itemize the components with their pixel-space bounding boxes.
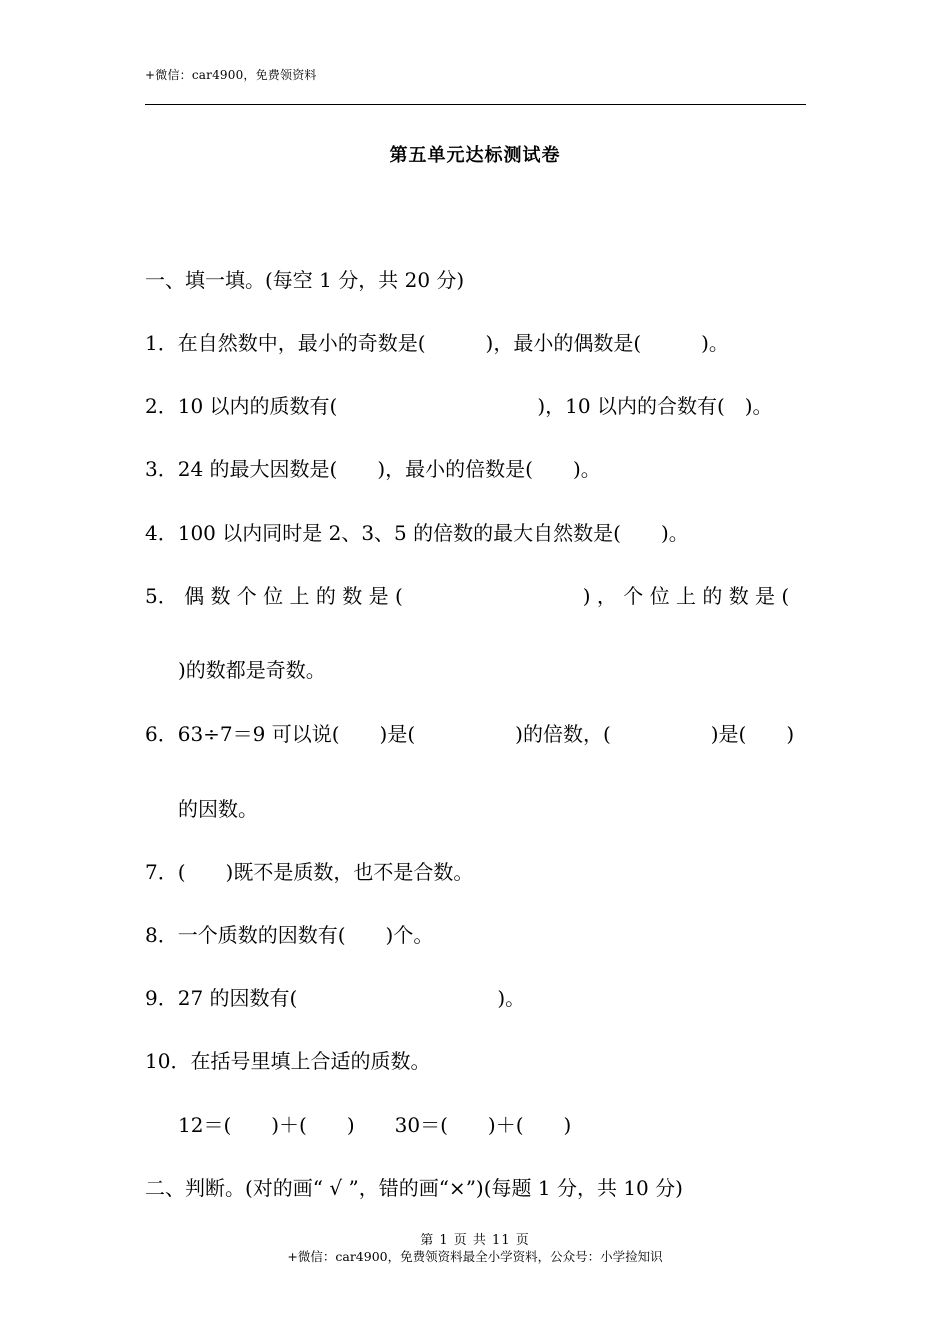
section2-heading: 二、判断。(对的画“ √ ”，错的画“×”)(每题 1 分，共 10 分) (145, 1176, 683, 1200)
question-1: 1．在自然数中，最小的奇数是( )，最小的偶数是( )。 (145, 331, 729, 355)
page-title: 第五单元达标测试卷 (389, 145, 561, 166)
question-10-equations: 12＝( )＋( ) 30＝( )＋( ) (178, 1113, 572, 1137)
header-divider (145, 104, 806, 105)
question-3: 3．24 的最大因数是( )，最小的倍数是( )。 (145, 457, 601, 481)
question-2: 2．10 以内的质数有( )，10 以内的合数有( )。 (145, 394, 773, 418)
page-number: 第 1 页 共 11 页 (420, 1233, 530, 1248)
footer-note: +微信：car4900，免费领资料最全小学资料，公众号：小学捡知识 (287, 1249, 663, 1264)
question-4: 4．100 以内同时是 2、3、5 的倍数的最大自然数是( )。 (145, 521, 689, 545)
question-9: 9．27 的因数有( )。 (145, 986, 526, 1010)
question-6: 6．63÷7＝9 可以说( )是( )的倍数，( )是( ) (145, 722, 795, 746)
question-7: 7．( )既不是质数，也不是合数。 (145, 860, 474, 884)
section1-heading: 一、填一填。(每空 1 分，共 20 分) (145, 268, 465, 292)
question-5: 5． 偶 数 个 位 上 的 数 是 ( ) ， 个 位 上 的 数 是 ( (145, 584, 790, 608)
question-5-continued: )的数都是奇数。 (178, 658, 326, 682)
header-note: +微信：car4900，免费领资料 (145, 68, 317, 82)
question-8: 8．一个质数的因数有( )个。 (145, 923, 434, 947)
question-6-continued: 的因数。 (178, 797, 258, 821)
question-10: 10．在括号里填上合适的质数。 (145, 1049, 431, 1073)
